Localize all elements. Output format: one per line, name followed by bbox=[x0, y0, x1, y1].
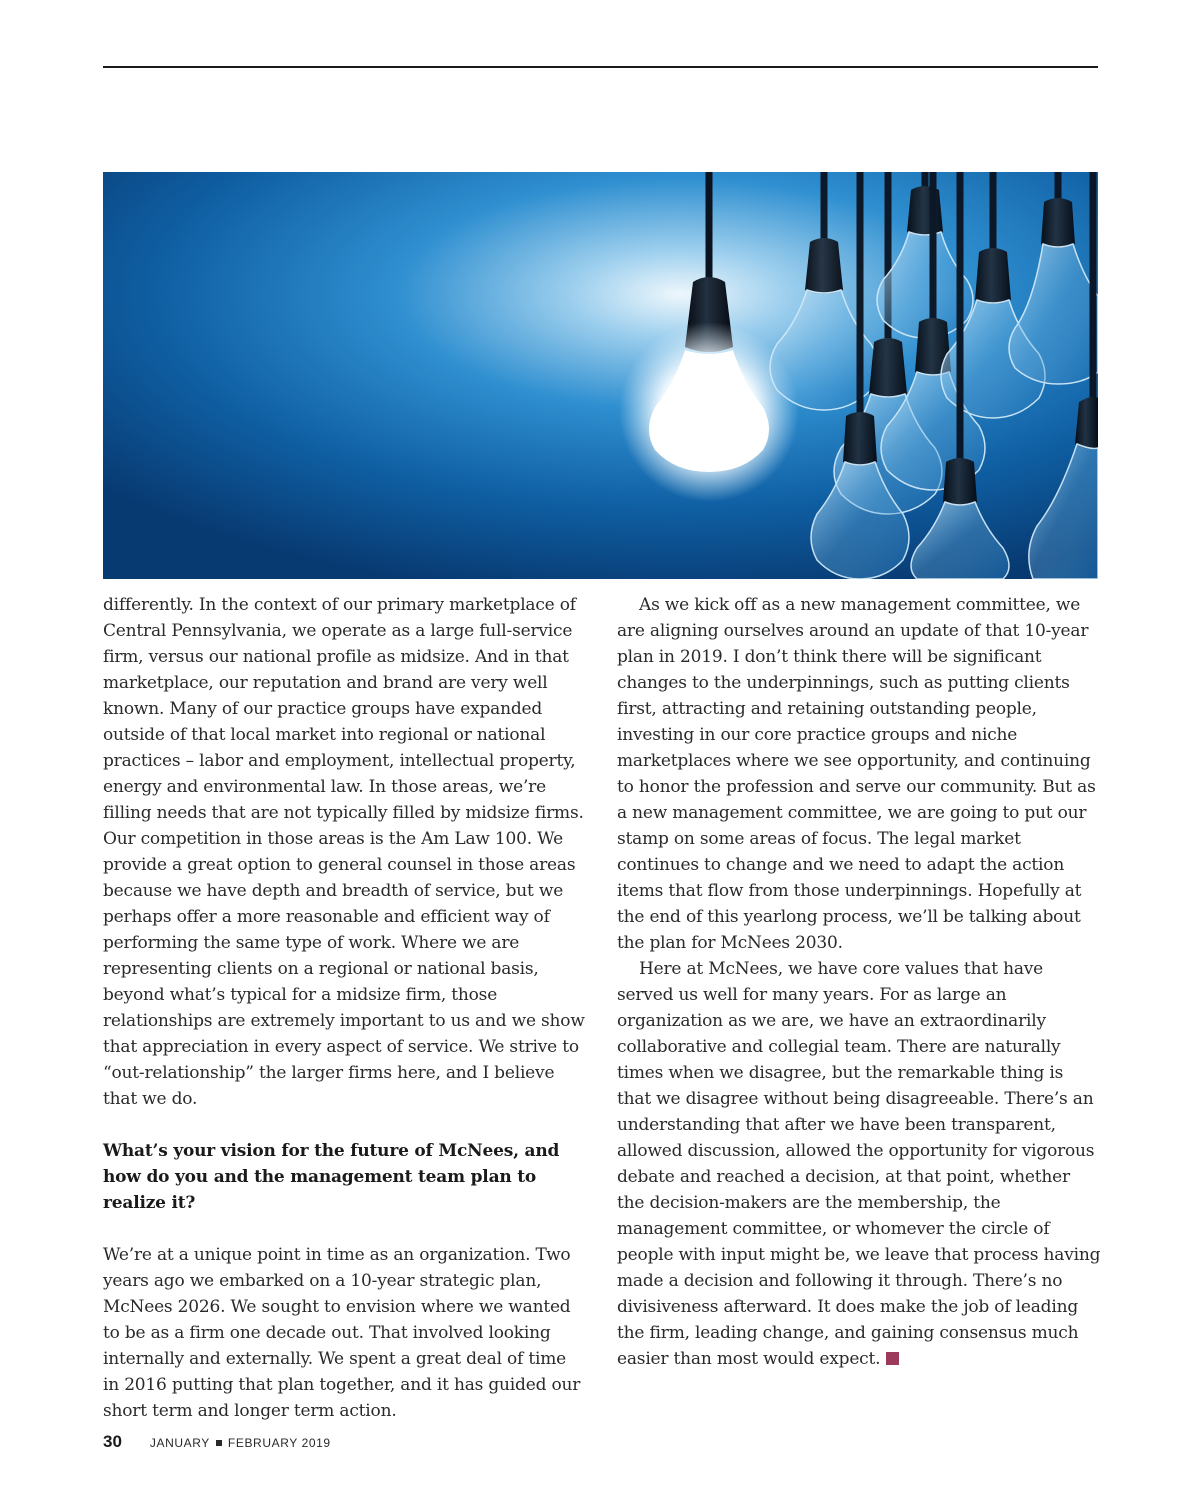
left-column bbox=[103, 592, 587, 1424]
top-rule bbox=[103, 66, 1098, 68]
right-paragraph-2 bbox=[617, 956, 1101, 1372]
square-separator-icon bbox=[216, 1440, 222, 1446]
right-paragraph-2-text: Here at McNees, we have core values that have served us well for many years. For as large an organization as we are, we have an extraordinarily collaborative and collegial team. There are naturally times when we disagree, but the remarkable thing is that we disagree without being disagreeable. There’s an understanding that after we have been transparent, allowed discussion, allowed the opportunity for vigorous debate and reached a decision, at that point, whether the decision-makers are the membership, the management committee, or whomever the circle of people with input might be, we leave that process having made a decision and following it through. There’s no divisiveness afterward. It does make the job of leading the firm, leading change, and gaining consensus much easier than most would expect. bbox=[617, 959, 1101, 1369]
end-mark-icon bbox=[886, 1352, 899, 1365]
page-footer bbox=[103, 1432, 331, 1452]
issue-month-year: FEBRUARY 2019 bbox=[227, 1436, 331, 1450]
page-number: 30 bbox=[103, 1432, 122, 1451]
interview-question: What’s your vision for the future of McNees, and how do you and the management team plan to realize it? bbox=[103, 1141, 560, 1213]
right-paragraph-1: As we kick off as a new management committee, we are aligning ourselves around an update of that 10-year plan in 2019. I don’t think there will be significant changes to the underpinnings, such as putting clients first, attracting and retaining outstanding people, investing in our core practice groups and niche marketplaces where we see opportunity, and continuing to honor the profession and serve our community. But as a new management committee, we are going to put our stamp on some areas of focus. The legal market continues to change and we need to adapt the action items that flow from those underpinnings. Hopefully at the end of this yearlong process, we’ll be talking about the plan for McNees 2030. bbox=[617, 595, 1096, 953]
issue-month: JANUARY bbox=[149, 1436, 210, 1450]
right-column bbox=[617, 592, 1101, 1372]
issue-date bbox=[150, 1436, 331, 1450]
hero-image-light-bulbs bbox=[103, 172, 1098, 579]
answer-paragraph: differently. In the context of our primary marketplace of Central Pennsylvania, we operate as a large full-service firm, versus our national profile as midsize. And in that marketplace, our reputation and brand are very well known. Many of our practice groups have expanded outside of that local market into regional or national practices – labor and employment, intellectual property, energy and environmental law. In those areas, we’re filling needs that are not typically filled by midsize firms. Our competition in those areas is the Am Law 100. We provide a great option to general counsel in those areas because we have depth and breadth of service, but we perhaps offer a more reasonable and efficient way of performing the same type of work. Where we are representing clients on a regional or national basis, beyond what’s typical for a midsize firm, those relationships are extremely important to us and we show that appreciation in every aspect of service. We strive to “out-relationship” the larger firms here, and I believe that we do. bbox=[103, 595, 585, 1109]
answer-paragraph-2: We’re at a unique point in time as an organization. Two years ago we embarked on a 10-year strategic plan, McNees 2026. We sought to envision where we wanted to be as a firm one decade out. That involved looking internally and externally. We spent a great deal of time in 2016 putting that plan together, and it has guided our short term and longer term action. bbox=[103, 1245, 581, 1421]
